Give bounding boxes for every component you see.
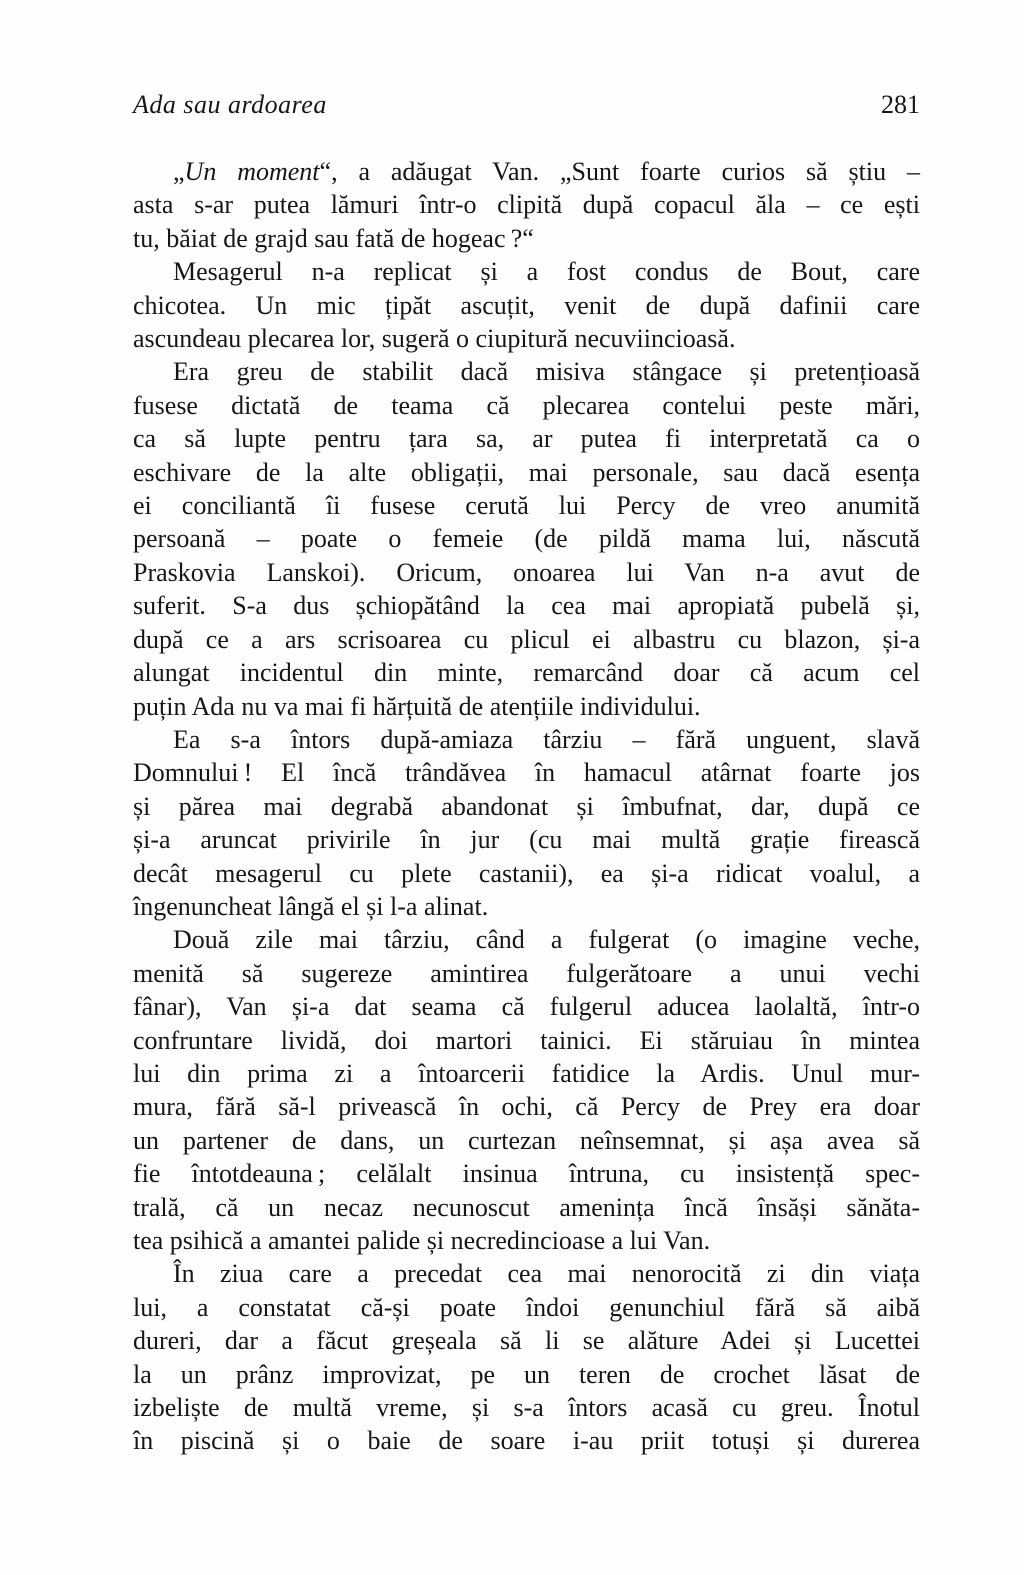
text-line: asta s-ar putea lămuri într-o clipită după copacul ăla – ce ești (133, 190, 920, 220)
text-line: tu, băiat de grajd sau fată de hogeac ?“ (133, 223, 534, 253)
text-line: eschivare de la alte obligații, mai personale, sau dacă esența (133, 457, 920, 487)
text-line: Era greu de stabilit dacă misiva stângace și pretențioasă (173, 357, 920, 387)
text-line: decât mesagerul cu plete castanii), ea și-a ridicat voalul, a (133, 858, 920, 888)
text-line: Mesagerul n-a replicat și a fost condus de Bout, care (173, 257, 920, 287)
text-line: chicotea. Un mic țipăt ascuțit, venit de după dafinii care (133, 290, 920, 320)
text-line: ei conciliantă îi fusese cerută lui Percy de vreo anumită (133, 491, 920, 521)
text-line (133, 155, 920, 188)
text-line: lui din prima zi a întoarcerii fatidice la Ardis. Unul mur- (133, 1058, 920, 1088)
paragraph (133, 155, 920, 255)
text-line: izbeliște de multă vreme, și s-a întors acasă cu greu. Înotul (133, 1393, 920, 1423)
text-line: suferit. S-a dus șchiopătând la cea mai apropiată pubelă și, (133, 591, 920, 621)
running-title: Ada sau ardoarea (133, 90, 327, 119)
text-line: și-a aruncat privirile în jur (cu mai multă grație firească (133, 825, 920, 855)
text-line: tea psihică a amantei palide și necredincioase a lui Van. (133, 1226, 711, 1255)
italic-text: Un moment (184, 157, 320, 186)
text-line: și părea mai degrabă abandonat și îmbufnat, dar, după ce (133, 791, 920, 821)
text-line: confruntare lividă, doi martori tainici. Ei stăruiau în mintea (133, 1025, 920, 1055)
text-line: alungat incidentul din minte, remarcând doar că acum cel (133, 658, 920, 688)
text-line: fie întotdeauna ; celălalt insinua întruna, cu insistență spec- (133, 1159, 920, 1189)
text-line: menită să sugereze amintirea fulgerătoare a unui vechi (133, 958, 920, 988)
text-line: ascundeau plecarea lor, sugeră o ciupitură necuviincioasă. (133, 324, 736, 354)
text-line: Praskovia Lanskoi). Oricum, onoarea lui Van n-a avut de (133, 557, 920, 587)
paragraph (133, 255, 920, 355)
text-line: în piscină și o baie de soare i-au priit totuși și durerea (133, 1426, 920, 1456)
page-body (133, 155, 920, 1458)
paragraph (133, 723, 920, 923)
text-line: mura, fără să-l privească în ochi, că Percy de Prey era doar (133, 1092, 920, 1122)
text-line: lui, a constatat că-și poate îndoi genunchiul fără să aibă (133, 1292, 920, 1322)
page-number: 281 (881, 90, 920, 119)
text-segment: „ (173, 157, 185, 186)
text-line: puțin Ada nu va mai fi hărțuită de atențiile individului. (133, 691, 701, 721)
text-line: fânar), Van și-a dat seama că fulgerul aducea laolaltă, într-o (133, 992, 920, 1022)
text-line: Ea s-a întors după-amiaza târziu – fără unguent, slavă (173, 724, 920, 754)
text-line: ca să lupte pentru țara sa, ar putea fi interpretată ca o (133, 424, 920, 454)
text-line: după ce a ars scrisoarea cu plicul ei albastru cu blazon, și-a (133, 624, 920, 654)
text-segment: “, a adăugat Van. „Sunt foarte curios să știu – (319, 157, 921, 186)
text-line: dureri, dar a făcut greșeala să li se alăture Adei și Lucettei (133, 1326, 920, 1356)
text-line: trală, că un necaz necunoscut amenința încă însăși sănăta- (133, 1192, 920, 1222)
paragraph (133, 923, 920, 1257)
text-line: Două zile mai târziu, când a fulgerat (o imagine veche, (173, 925, 920, 955)
text-line: În ziua care a precedat cea mai nenorocită zi din viața (173, 1259, 920, 1289)
text-line: îngenuncheat lângă el și l-a alinat. (133, 891, 489, 921)
text-line: Domnului ! El încă trândăvea în hamacul atârnat foarte jos (133, 758, 920, 788)
text-line: la un prânz improvizat, pe un teren de crochet lăsat de (133, 1359, 920, 1389)
text-line: un partener de dans, un curtezan neînsemnat, și așa avea să (133, 1125, 920, 1155)
text-line: fusese dictată de teama că plecarea contelui peste mări, (133, 390, 920, 420)
paragraph (133, 1257, 920, 1457)
text-line: persoană – poate o femeie (de pildă mama lui, născută (133, 524, 920, 554)
running-header (133, 88, 920, 121)
paragraph (133, 355, 920, 722)
